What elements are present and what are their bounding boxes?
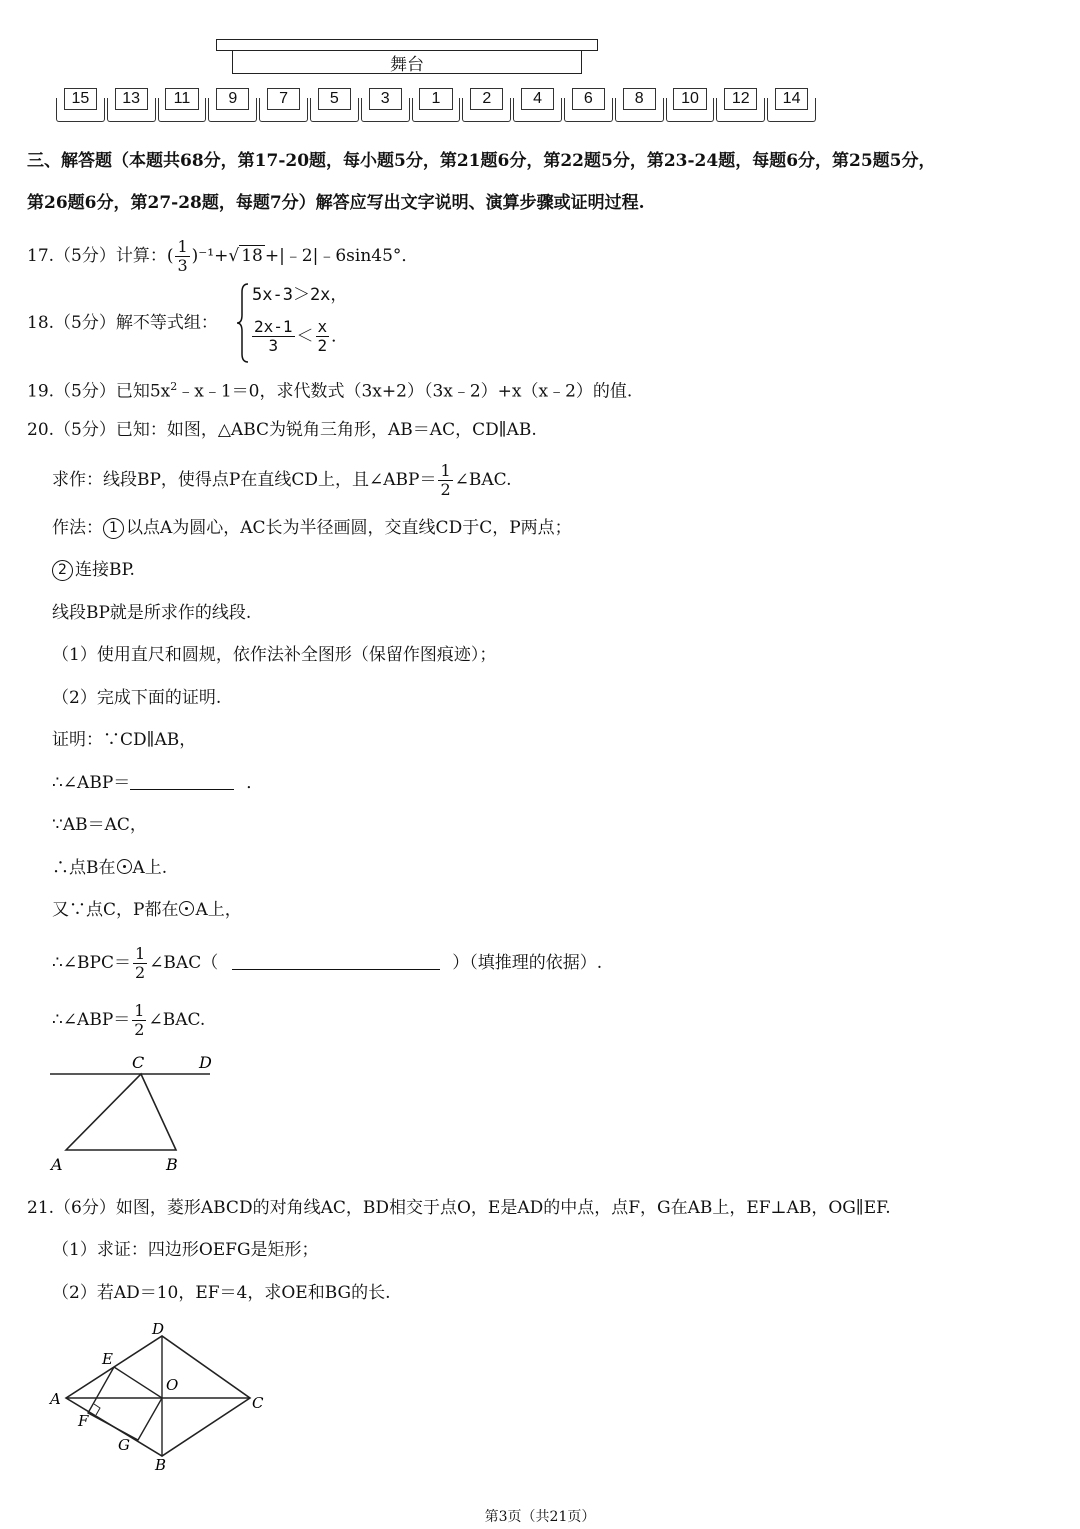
question-18: 18.（5分）解不等式组： (27, 313, 218, 333)
seat-number-box (521, 88, 554, 110)
q20-method-step2: 2 连接BP. (52, 558, 135, 582)
section3-line1: 三、解答题（本题共68分，第17-20题，每小题5分，第21题6分，第22题5分，第23-24题，每题6分，第25题5分， (27, 151, 936, 171)
question-17: 17.（5分）计算：( $\frac{1}{3}$ )⁻¹+√ 18 +|﹣2|﹣6sin45°． (27, 237, 419, 275)
seat (208, 88, 257, 124)
seat-number-box (267, 88, 300, 110)
q18-row1: 5x-3＞2x， (252, 285, 348, 305)
q21-part2: （2）若AD＝10，EF＝4，求OE和BG的长. (52, 1283, 391, 1303)
seat-number-box (165, 88, 198, 110)
seat (666, 88, 715, 124)
q21-part1: （1）求证：四边形OEFG是矩形； (52, 1240, 319, 1260)
seat (361, 88, 410, 124)
seat-number: 4 (533, 90, 543, 107)
seat (259, 88, 308, 124)
seat-number: 12 (731, 90, 750, 107)
right-angle-mark (94, 1404, 100, 1415)
answer-blank-1[interactable] (130, 773, 234, 790)
label-d: D (152, 1320, 165, 1338)
seat-number-box (673, 88, 706, 110)
seat-number: 14 (782, 90, 801, 107)
q18-brace (236, 282, 250, 364)
seat-number-box (724, 88, 757, 110)
seat-number: 11 (173, 90, 191, 107)
seat-number: 7 (279, 90, 289, 107)
seat (513, 88, 562, 124)
q20-part1: （1）使用直尺和圆规，依作法补全图形（保留作图痕迹）； (52, 645, 497, 665)
label-c: C (252, 1394, 264, 1412)
seat (462, 88, 511, 124)
seat-row (56, 88, 818, 126)
q20-conclude: 线段BP就是所求作的线段. (52, 603, 252, 623)
circle-dot-icon (117, 859, 132, 874)
seat-number-box (775, 88, 808, 110)
seat-number: 15 (71, 90, 90, 107)
q20-method-step1: 作法： 1 以点A为圆心，AC长为半径画圆，交直线CD于C，P两点； (52, 518, 572, 538)
seat (56, 88, 105, 124)
seat-number: 9 (228, 90, 238, 107)
section3-line2: 第26题6分，第27-28题，每题7分）解答应写出文字说明、演算步骤或证明过程. (27, 193, 645, 213)
label-f: F (78, 1412, 89, 1430)
answer-blank-2[interactable] (232, 953, 440, 970)
label-e: E (102, 1350, 113, 1368)
q20-part2: （2）完成下面的证明. (52, 688, 222, 708)
seat-number-box (64, 88, 97, 110)
seat-number: 3 (380, 90, 390, 107)
label-a: A (51, 1155, 63, 1174)
q20-proof3: ∵AB＝AC， (52, 815, 147, 835)
seat-number-box (216, 88, 249, 110)
q20-figure (48, 1050, 223, 1175)
q17-fraction: $\frac{1}{3}$ (177, 237, 188, 275)
triangle-abc (66, 1074, 176, 1150)
q20-proof4: ∴点B在 A上. (52, 858, 168, 878)
seat-number: 5 (329, 90, 339, 107)
label-d: D (199, 1053, 212, 1072)
stage-box (232, 51, 582, 74)
seat (564, 88, 613, 124)
seat (158, 88, 207, 124)
stage-diagram (50, 36, 825, 132)
q20-proof6: ∴∠BPC＝ $\frac{1}{2}$ ∠BAC（ ）（填推理的依据）. (52, 944, 603, 982)
q20-proof5: 又∵点C，P都在 A上， (52, 900, 242, 920)
label-g: G (118, 1436, 130, 1454)
seat-number-box (115, 88, 148, 110)
seat (716, 88, 765, 124)
seat-number: 10 (681, 90, 699, 107)
seat-number: 1 (431, 90, 441, 107)
q18-row2: $\frac{2x-1}{3}$ ＜ $\frac{x}{2}$ ． (254, 317, 349, 355)
seat-number-box (470, 88, 503, 110)
seat (615, 88, 664, 124)
seat-number-box (419, 88, 452, 110)
question-19: 19.（5分）已知$5x^2﹣x﹣1=0$，求代数式（3x+2）（3x﹣2）+x（x﹣2）的值. (27, 380, 633, 402)
seat (412, 88, 461, 124)
rectangle-oefg (88, 1367, 162, 1440)
q20-proof2: ∴∠ABP＝ ． (52, 773, 264, 793)
seat (767, 88, 816, 124)
q20-proof7: ∴∠ABP＝ $\frac{1}{2}$ ∠BAC. (52, 1001, 206, 1039)
seat-number: 2 (482, 90, 492, 107)
circle-dot-icon (179, 901, 194, 916)
q20-ask: 求作：线段BP，使得点P在直线CD上，且∠ABP＝ $\frac{1}{2}$ ∠BAC. (52, 461, 512, 499)
label-b: B (166, 1155, 178, 1174)
seat (107, 88, 156, 124)
seat-number-box (318, 88, 351, 110)
stage-label: 舞台 (390, 54, 424, 75)
label-a: A (50, 1390, 61, 1408)
q17-sqrt: √ 18 (228, 246, 263, 266)
q21-figure (48, 1318, 273, 1473)
question-21-head: 21.（6分）如图，菱形ABCD的对角线AC，BD相交于点O，E是AD的中点，点F，G在AB上，EF⊥AB，OG∥EF. (27, 1198, 891, 1218)
q20-proof1: 证明：∵CD∥AB， (52, 730, 197, 750)
seat-number-box (623, 88, 656, 110)
seat-number-box (369, 88, 402, 110)
question-20-head: 20.（5分）已知：如图，△ABC为锐角三角形，AB＝AC，CD∥AB. (27, 420, 537, 440)
seat (310, 88, 359, 124)
seat-number: 6 (583, 90, 593, 107)
label-b: B (155, 1456, 167, 1473)
label-o: O (166, 1376, 179, 1394)
seat-number: 13 (122, 90, 141, 107)
seat-number: 8 (634, 90, 644, 107)
label-c: C (132, 1053, 145, 1072)
seat-number-box (572, 88, 605, 110)
page-footer: 第3页（共21页） (484, 1509, 596, 1525)
